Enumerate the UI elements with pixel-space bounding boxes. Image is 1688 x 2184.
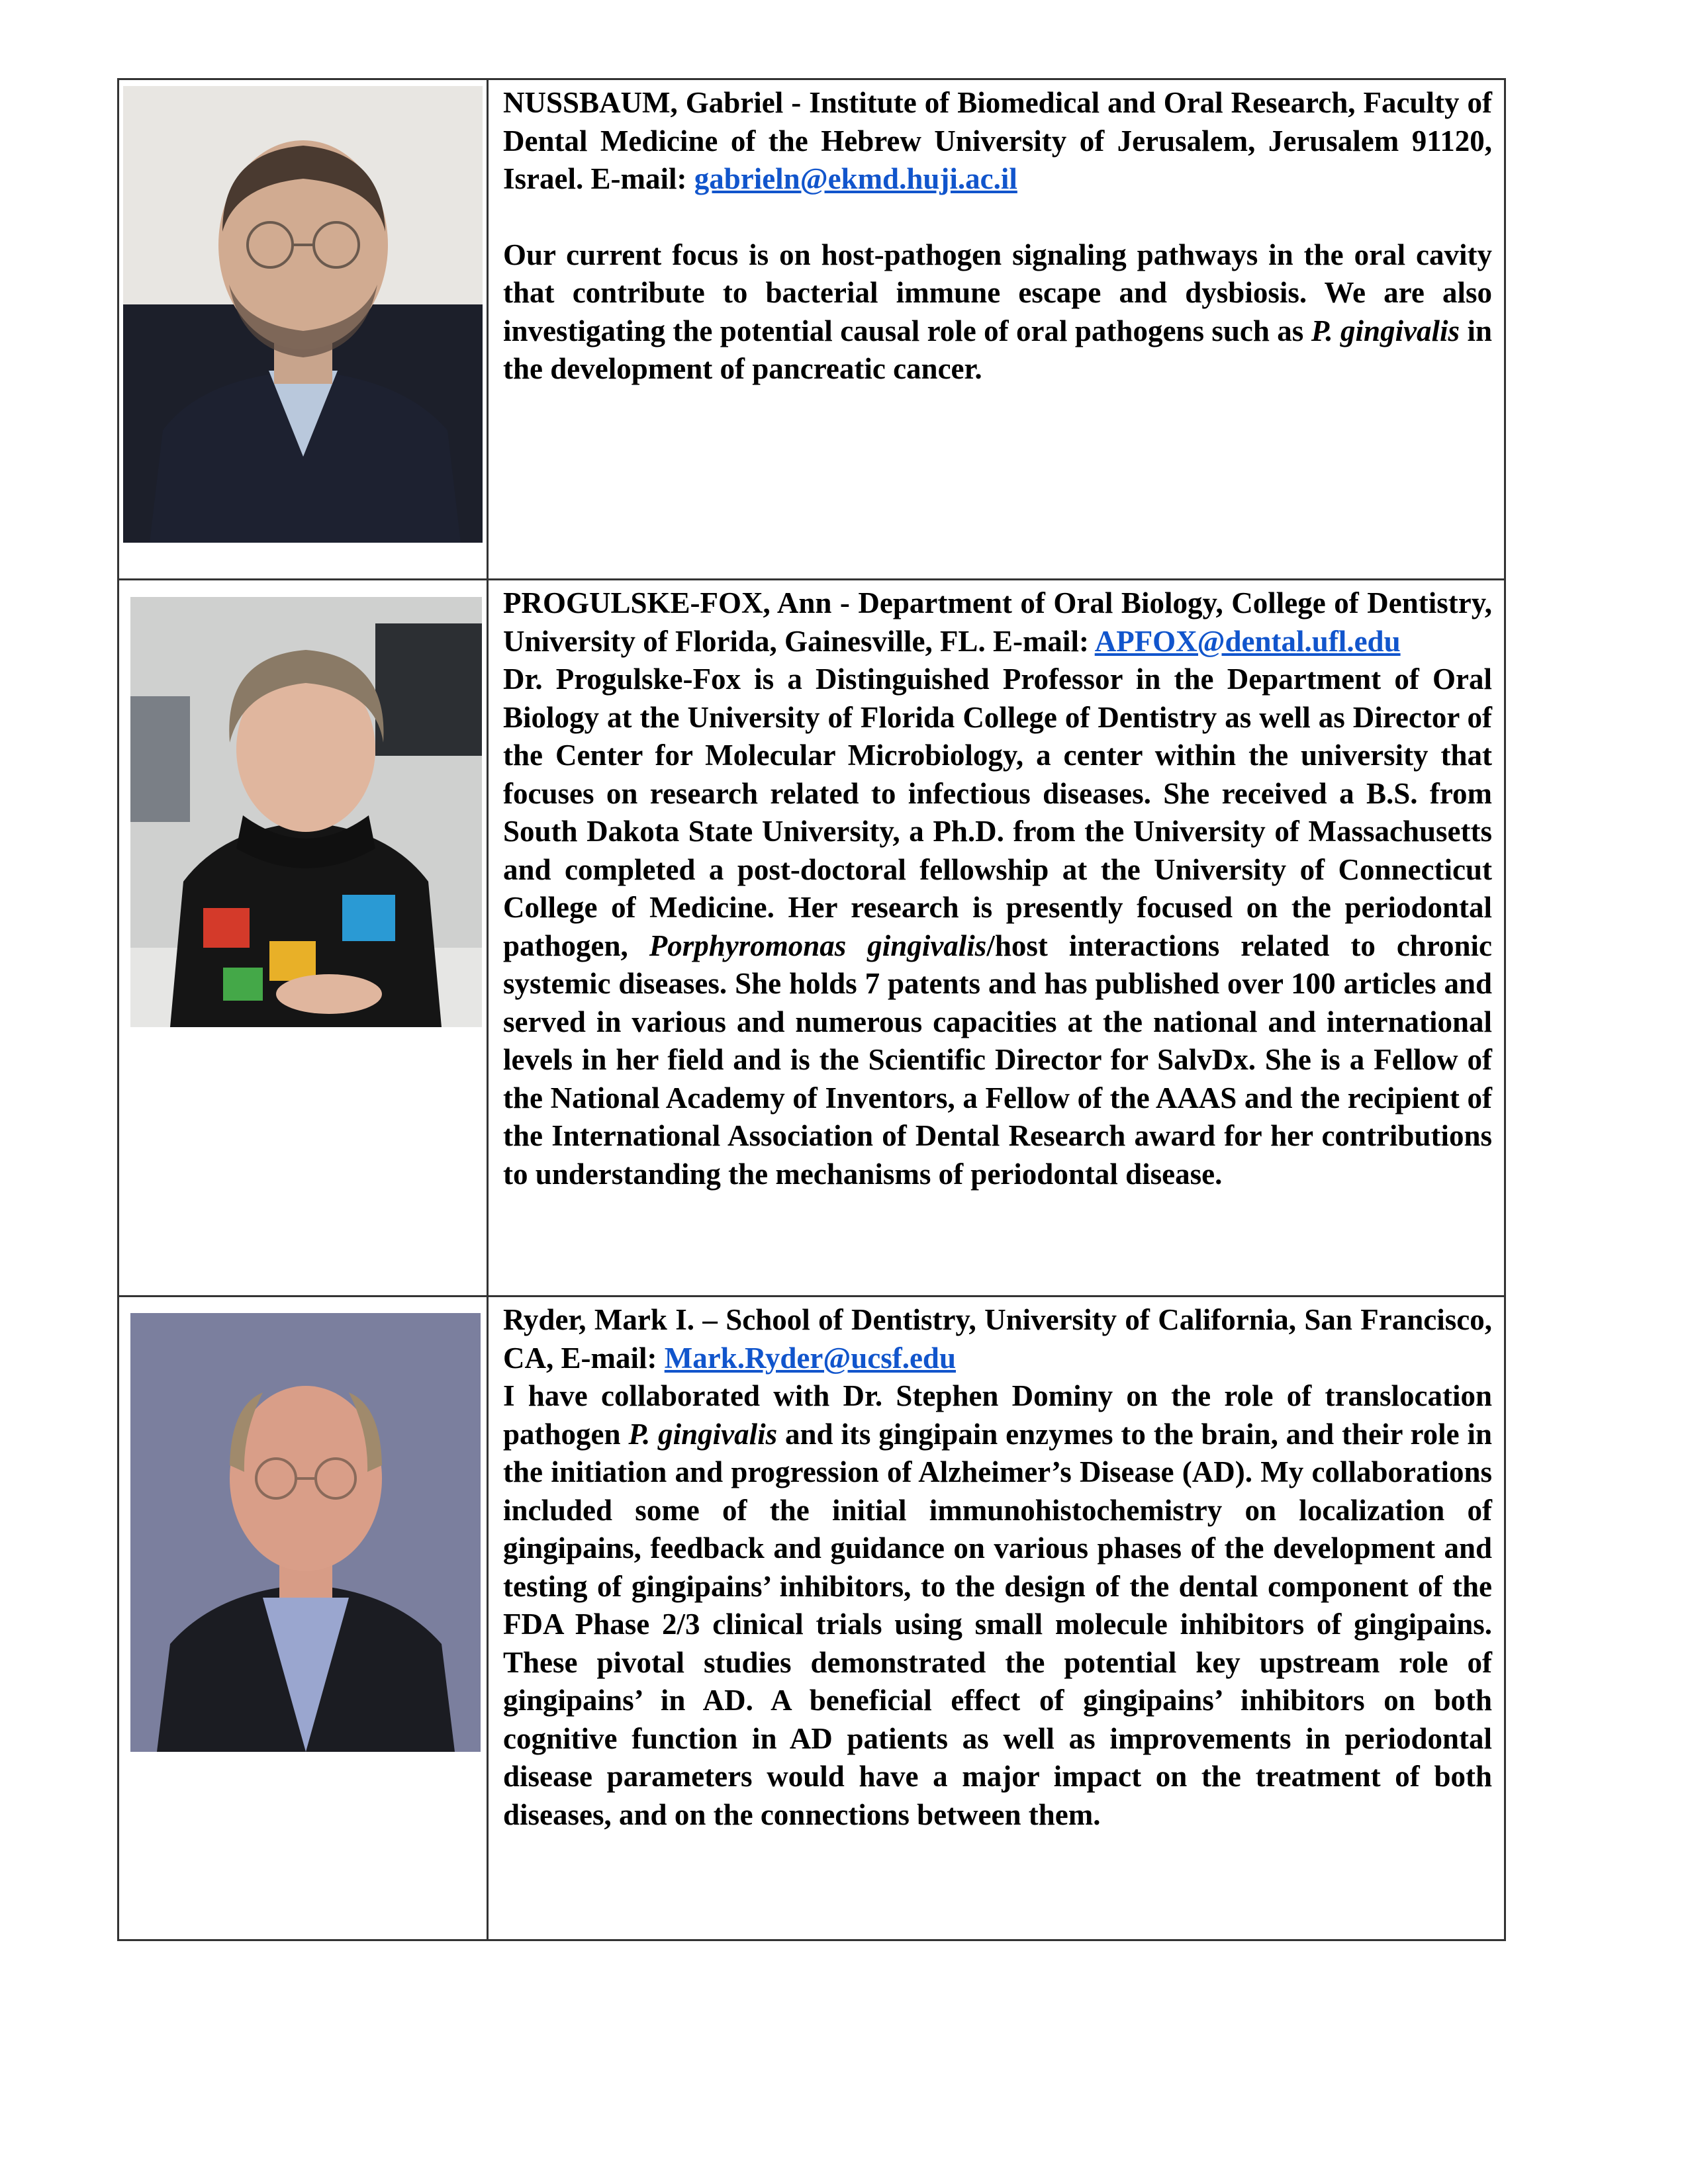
profile-bio: Dr. Progulske-Fox is a Distinguished Professor in the Department of Oral Biology at the University of Florida College of Dentistry as well as Director of the Center for Molecular Microbiology, a center within the university that focuses on research related to infectious diseases. She received a B.S. from South Dakota State University, a Ph.D. from the University of Massachusetts and completed a post-doctoral fellowship at the University of Connecticut College of Medicine. Her research is presently focused on the periodontal pathogen, Porphyromonas gingivalis/host interactions related to chronic systemic diseases. She holds 7 patents and has published over 100 articles and served in various and numerous capacities at the national and international levels in her field and is the Scientific Director for SalvDx. She is a Fellow of the National Academy of Inventors, a Fellow of the AAAS and the recipient of the International Association of Dental Research award for her contributions to understanding the mechanisms of periodontal disease. [503, 662, 1492, 1191]
profile-text [503, 84, 1492, 388]
profile-text [503, 1301, 1492, 1834]
profile-text-cell [488, 580, 1505, 1297]
table-row [118, 79, 1505, 580]
table-row [118, 580, 1505, 1297]
profile-header: NUSSBAUM, Gabriel - Institute of Biomedical and Oral Research, Faculty of Dental Medicine of the Hebrew University of Jerusalem, Jerusalem 91120, Israel. E-mail: gabrieln@ekmd.huji.ac.il [503, 86, 1492, 195]
table-row [118, 1297, 1505, 1940]
profile-text [503, 584, 1492, 1193]
portrait-photo-ryder [130, 1313, 481, 1752]
photo-cell [118, 580, 488, 1297]
photo-cell [118, 1297, 488, 1940]
photo-cell [118, 79, 488, 580]
profile-text-cell [488, 1297, 1505, 1940]
portrait-photo-nussbaum [123, 86, 483, 543]
profile-bio: Our current focus is on host-pathogen signaling pathways in the oral cavity that contribute to bacterial immune escape and dysbiosis. We are also investigating the potential causal role of oral pathogens such as P. gingivalis in the development of pancreatic cancer. [503, 238, 1492, 385]
email-link[interactable]: APFOX@dental.ufl.edu [1094, 624, 1401, 658]
faculty-bio-table [117, 78, 1506, 1941]
portrait-photo-progulske-fox [130, 597, 482, 1027]
profile-header: Ryder, Mark I. – School of Dentistry, University of California, San Francisco, CA, E-mail: Mark.Ryder@ucsf.edu [503, 1303, 1492, 1375]
profile-bio: I have collaborated with Dr. Stephen Dominy on the role of translocation pathogen P. gingivalis and its gingipain enzymes to the brain, and their role in the initiation and progression of Alzheimer’s Disease (AD). My collaborations included some of the initial immunohistochemistry on localization of gingipains, feedback and guidance on various phases of the development and testing of gingipains’ inhibitors, to the design of the dental component of the FDA Phase 2/3 clinical trials using small molecule inhibitors of gingipains. These pivotal studies demonstrated the potential key upstream role of gingipains’ in AD. A beneficial effect of gingipains’ inhibitors on both cognitive function in AD patients as well as improvements in periodontal disease parameters would have a major impact on the treatment of both diseases, and on the connections between them. [503, 1379, 1492, 1831]
profile-text-cell [488, 79, 1505, 580]
email-link[interactable]: Mark.Ryder@ucsf.edu [664, 1341, 956, 1375]
profile-header: PROGULSKE-FOX, Ann - Department of Oral Biology, College of Dentistry, University of Florida, Gainesville, FL. E-mail: APFOX@dental.ufl.edu [503, 586, 1492, 658]
email-link[interactable]: gabrieln@ekmd.huji.ac.il [694, 162, 1017, 195]
